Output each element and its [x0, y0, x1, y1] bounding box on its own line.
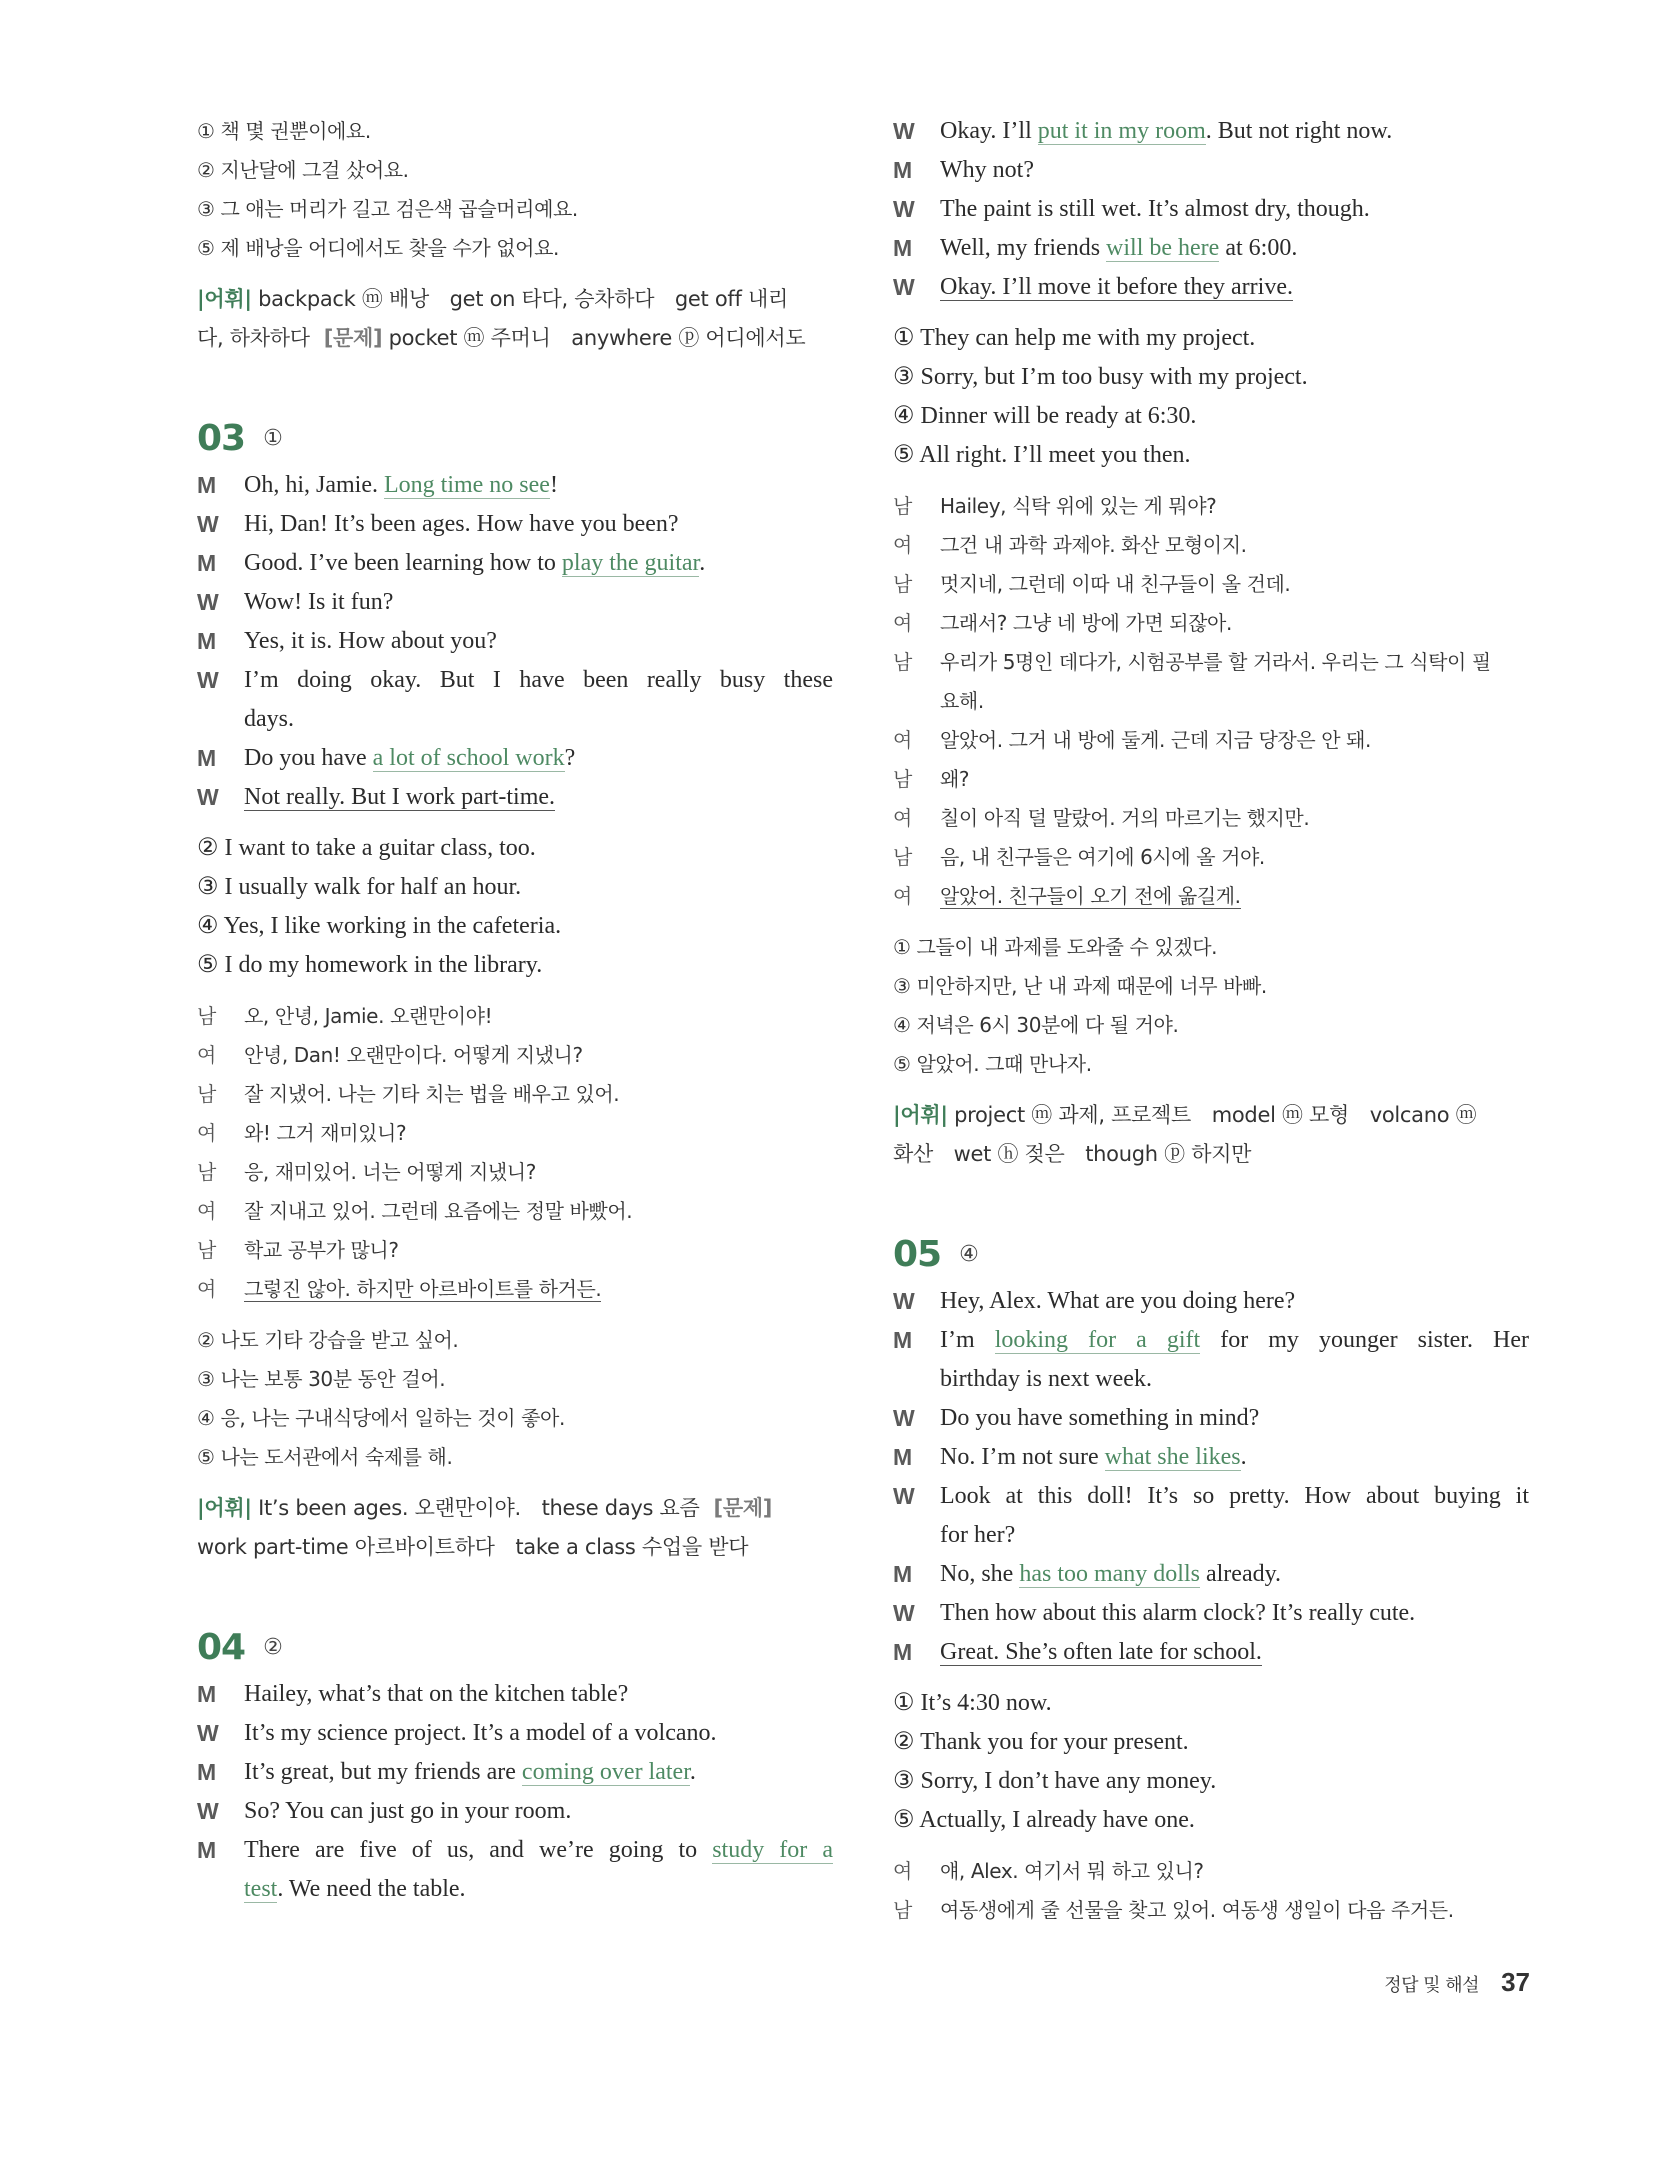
- page-footer: [1330, 1967, 1530, 1998]
- highlighted-phrase: has too many dolls: [1019, 1561, 1200, 1587]
- utterance-text: birthday is next week.: [940, 1366, 1152, 1392]
- vocab-text: It’s been ages. 오랜만이야. these days 요즘: [258, 1496, 700, 1520]
- option-line: ③ 미안하지만, 난 내 과제 때문에 너무 바빠.: [893, 974, 1267, 998]
- speaker-label: 여: [197, 1121, 217, 1145]
- speaker-label: 여: [893, 728, 913, 752]
- translation-text: 안녕, Dan! 오랜만이다. 어떻게 지냈니?: [244, 1043, 583, 1067]
- translation-text: 음, 내 친구들은 여기에 6시에 올 거야.: [940, 845, 1265, 869]
- speaker-label: 남: [893, 1898, 913, 1922]
- dialogue-line: [197, 622, 833, 661]
- option-line: ③ 나는 보통 30분 동안 걸어.: [197, 1367, 446, 1391]
- answer-underlined: 그렇진 않아. 하지만 아르바이트를 하거든.: [244, 1277, 602, 1301]
- answer-mark: ④: [959, 1241, 979, 1267]
- dialogue-line: [197, 778, 833, 817]
- speaker-label: W: [197, 589, 219, 615]
- option-line: ⑤ 제 배낭을 어디에서도 찾을 수가 없어요.: [197, 236, 559, 260]
- problem-tag: [문제]: [323, 326, 383, 350]
- utterance-text: Yes, it is. How about you?: [244, 628, 497, 654]
- dialogue-line: [197, 661, 833, 739]
- option-line: ⑤ 나는 도서관에서 숙제를 해.: [197, 1445, 453, 1469]
- dialogue-line: [197, 466, 833, 505]
- speaker-label: 여: [197, 1199, 217, 1223]
- translation-text: 학교 공부가 많니?: [244, 1238, 399, 1262]
- dialogue-line: [197, 1831, 833, 1909]
- translation-text: 응, 재미있어. 너는 어떻게 지냈니?: [244, 1160, 536, 1184]
- speaker-label: 여: [893, 1859, 913, 1883]
- translation-line: [893, 526, 1529, 565]
- speaker-label: 남: [197, 1004, 217, 1028]
- utterance-text: . We need the table.: [277, 1876, 466, 1902]
- translation-text: Hailey, 식탁 위에 있는 게 뭐야?: [940, 494, 1217, 518]
- dialogue-line: [197, 583, 833, 622]
- speaker-label: M: [893, 235, 913, 261]
- vocab-text: 화산 wet ⓗ 젖은 though ⓟ 하지만: [893, 1142, 1252, 1166]
- translation-text: 멋지네, 그런데 이따 내 친구들이 올 건데.: [940, 572, 1291, 596]
- speaker-label: M: [197, 628, 217, 654]
- highlighted-phrase: what she likes: [1104, 1444, 1241, 1470]
- utterance-text: at 6:00.: [1219, 235, 1298, 261]
- highlighted-phrase: coming over later: [521, 1759, 690, 1785]
- translation-line: [893, 1852, 1529, 1891]
- question-number: 05: [893, 1233, 942, 1275]
- right-column: [893, 112, 1529, 1930]
- translation-text: 잘 지냈어. 나는 기타 치는 법을 배우고 있어.: [244, 1082, 620, 1106]
- utterance-text: already.: [1199, 1561, 1282, 1587]
- translation-text: 그래서? 그냥 네 방에 가면 되잖아.: [940, 611, 1232, 635]
- speaker-label: 여: [893, 884, 913, 908]
- dialogue-line: [893, 1282, 1529, 1321]
- option-line: ⑤ 알았어. 그때 만나자.: [893, 1052, 1092, 1076]
- speaker-label: W: [197, 667, 219, 693]
- translation-line: [197, 1114, 833, 1153]
- speaker-label: 남: [893, 767, 913, 791]
- question-number: 04: [197, 1626, 246, 1668]
- vocab-box: [197, 1489, 833, 1567]
- utterance-text: Well, my friends: [940, 235, 1107, 261]
- translation-line: [893, 721, 1529, 760]
- translation-line: [197, 1075, 833, 1114]
- speaker-label: M: [893, 1639, 913, 1665]
- option-line: ① 그들이 내 과제를 도와줄 수 있겠다.: [893, 935, 1218, 959]
- speaker-label: 남: [893, 650, 913, 674]
- utterance-text: Hi, Dan! It’s been ages. How have you been?: [244, 511, 679, 537]
- dialogue-line: [197, 1792, 833, 1831]
- speaker-label: 여: [893, 533, 913, 557]
- answer-underlined: Not really. But I work part-time.: [244, 784, 556, 810]
- translation-text: 왜?: [940, 767, 970, 791]
- utterance-text: Oh, hi, Jamie.: [244, 472, 384, 498]
- speaker-label: M: [893, 1561, 913, 1587]
- utterance-text: Look at this doll! It’s so pretty. How about buying it: [940, 1483, 1529, 1509]
- dialogue-line: [197, 739, 833, 778]
- speaker-label: W: [893, 274, 915, 300]
- speaker-label: 여: [893, 611, 913, 635]
- translation-text: 칠이 아직 덜 말랐어. 거의 마르기는 했지만.: [940, 806, 1310, 830]
- utterance-text: .: [699, 550, 706, 576]
- translation-line: [197, 1270, 833, 1309]
- utterance-text: So? You can just go in your room.: [244, 1798, 572, 1824]
- page-number: 37: [1501, 1967, 1530, 1997]
- utterance-text: Wow! Is it fun?: [244, 589, 394, 615]
- speaker-label: W: [197, 784, 219, 810]
- left-column: [197, 112, 833, 1909]
- highlighted-phrase: Long time no see: [383, 472, 550, 498]
- question-header: [197, 1625, 833, 1669]
- speaker-label: M: [197, 550, 217, 576]
- option-line: ③ Sorry, I don’t have any money.: [893, 1768, 1217, 1794]
- utterance-text: Good. I’ve been learning how to: [244, 550, 562, 576]
- translation-text: 와! 그거 재미있니?: [244, 1121, 407, 1145]
- question-header: [197, 416, 833, 460]
- translation-line: [893, 487, 1529, 526]
- utterance-text: ?: [564, 745, 576, 771]
- dialogue-line: [893, 1633, 1529, 1672]
- utterance-text: Then how about this alarm clock? It’s really cute.: [940, 1600, 1416, 1626]
- speaker-label: M: [893, 157, 913, 183]
- utterance-text: Hailey, what’s that on the kitchen table?: [244, 1681, 629, 1707]
- option-line: ③ I usually walk for half an hour.: [197, 874, 522, 900]
- option-line: ② Thank you for your present.: [893, 1729, 1189, 1755]
- footer-label: 정답 및 해설: [1384, 1975, 1480, 1996]
- translation-line: [893, 1891, 1529, 1930]
- vocab-box: [197, 280, 833, 358]
- utterance-text: Do you have: [244, 745, 373, 771]
- speaker-label: W: [893, 196, 915, 222]
- utterance-text: No, she: [940, 1561, 1020, 1587]
- dialogue-line: [893, 1477, 1529, 1555]
- translation-line: [893, 643, 1529, 721]
- option-line: ③ Sorry, but I’m too busy with my project.: [893, 364, 1308, 390]
- speaker-label: M: [197, 472, 217, 498]
- option-line: ① It’s 4:30 now.: [893, 1690, 1052, 1716]
- dialogue-line: [893, 1438, 1529, 1477]
- speaker-label: 여: [197, 1043, 217, 1067]
- dialogue-line: [893, 112, 1529, 151]
- utterance-text: . But not right now.: [1205, 118, 1393, 144]
- translation-text: 오, 안녕, Jamie. 오랜만이야!: [244, 1004, 493, 1028]
- vocab-text: backpack ⓜ 배낭 get on 타다, 승차하다 get off 내리: [258, 287, 788, 311]
- option-line: ④ 응, 나는 구내식당에서 일하는 것이 좋아.: [197, 1406, 565, 1430]
- speaker-label: W: [893, 1483, 915, 1509]
- speaker-label: 남: [197, 1082, 217, 1106]
- translation-line: [197, 1192, 833, 1231]
- utterance-text: Why not?: [940, 157, 1034, 183]
- utterance-text: It’s my science project. It’s a model of a volcano.: [244, 1720, 717, 1746]
- speaker-label: M: [197, 1681, 217, 1707]
- speaker-label: W: [893, 1405, 915, 1431]
- speaker-label: 여: [893, 806, 913, 830]
- utterance-text: I’m doing okay. But I have been really busy these: [244, 667, 833, 693]
- vocab-box: [893, 1096, 1529, 1174]
- utterance-text: Okay. I’ll: [940, 118, 1038, 144]
- problem-tag: [문제]: [713, 1496, 773, 1520]
- option-line: ① 책 몇 권뿐이에요.: [197, 119, 371, 143]
- dialogue-line: [893, 1399, 1529, 1438]
- speaker-label: M: [893, 1327, 913, 1353]
- speaker-label: M: [197, 1837, 217, 1863]
- translation-line: [893, 877, 1529, 916]
- dialogue-line: [197, 505, 833, 544]
- option-line: ④ Yes, I like working in the cafeteria.: [197, 913, 562, 939]
- translation-line: [893, 760, 1529, 799]
- utterance-text: .: [1240, 1444, 1247, 1470]
- highlighted-phrase: put it in my room: [1037, 118, 1206, 144]
- vocab-tag: |어휘|: [197, 287, 252, 311]
- translation-line: [893, 838, 1529, 877]
- speaker-label: W: [197, 511, 219, 537]
- translation-text: 잘 지내고 있어. 그런데 요즘에는 정말 바빴어.: [244, 1199, 633, 1223]
- highlighted-phrase: looking for a gift: [994, 1327, 1201, 1353]
- speaker-label: M: [197, 1759, 217, 1785]
- option-line: ⑤ Actually, I already have one.: [893, 1807, 1195, 1833]
- utterance-text: Hey, Alex. What are you doing here?: [940, 1288, 1296, 1314]
- speaker-label: M: [197, 745, 217, 771]
- option-line: ③ 그 애는 머리가 길고 검은색 곱슬머리예요.: [197, 197, 578, 221]
- answer-underlined: Great. She’s often late for school.: [940, 1639, 1262, 1665]
- answer-underlined: Okay. I’ll move it before they arrive.: [940, 274, 1293, 300]
- speaker-label: W: [197, 1720, 219, 1746]
- speaker-label: W: [197, 1798, 219, 1824]
- translation-text: 얘, Alex. 여기서 뭐 하고 있니?: [940, 1859, 1204, 1883]
- translation-line: [197, 997, 833, 1036]
- speaker-label: 남: [893, 845, 913, 869]
- utterance-text: I’m: [940, 1327, 995, 1353]
- speaker-label: 남: [197, 1160, 217, 1184]
- answer-mark: ②: [263, 1634, 283, 1660]
- dialogue-line: [893, 1594, 1529, 1633]
- translation-line: [197, 1036, 833, 1075]
- dialogue-line: [893, 1555, 1529, 1594]
- answer-underlined: 알았어. 친구들이 오기 전에 옮길게.: [940, 884, 1241, 908]
- vocab-tag: |어휘|: [197, 1496, 252, 1520]
- dialogue-line: [893, 229, 1529, 268]
- utterance-text: days.: [244, 706, 294, 732]
- option-line: ① They can help me with my project.: [893, 325, 1256, 351]
- vocab-text: project ⓜ 과제, 프로젝트 model ⓜ 모형 volcano ⓜ: [954, 1103, 1477, 1127]
- translation-line: [197, 1231, 833, 1270]
- utterance-text: There are five of us, and we’re going to: [244, 1837, 713, 1863]
- dialogue-line: [197, 544, 833, 583]
- utterance-text: It’s great, but my friends are: [244, 1759, 522, 1785]
- highlighted-phrase: test: [244, 1876, 278, 1902]
- utterance-text: .: [689, 1759, 696, 1785]
- translation-line: [893, 565, 1529, 604]
- speaker-label: 남: [893, 572, 913, 596]
- option-line: ④ 저녁은 6시 30분에 다 될 거야.: [893, 1013, 1179, 1037]
- utterance-text: The paint is still wet. It’s almost dry, though.: [940, 196, 1370, 222]
- utterance-text: for her?: [940, 1522, 1016, 1548]
- translation-line: [893, 799, 1529, 838]
- speaker-label: 남: [197, 1238, 217, 1262]
- highlighted-phrase: a lot of school work: [372, 745, 565, 771]
- question-header: [893, 1232, 1529, 1276]
- vocab-text: 다, 하차하다: [197, 326, 310, 350]
- dialogue-line: [197, 1753, 833, 1792]
- vocab-text: work part-time 아르바이트하다 take a class 수업을 받다: [197, 1535, 749, 1559]
- option-line: ② 지난달에 그걸 샀어요.: [197, 158, 409, 182]
- translation-text: 우리가 5명인 데다가, 시험공부를 할 거라서. 우리는 그 식탁이 필: [940, 650, 1491, 674]
- dialogue-line: [893, 151, 1529, 190]
- answer-mark: ①: [263, 425, 283, 451]
- utterance-text: for my younger sister. Her: [1200, 1327, 1529, 1353]
- question-number: 03: [197, 417, 246, 459]
- speaker-label: W: [893, 118, 915, 144]
- highlighted-phrase: study for a: [712, 1837, 833, 1863]
- option-line: ⑤ I do my homework in the library.: [197, 952, 543, 978]
- option-line: ④ Dinner will be ready at 6:30.: [893, 403, 1197, 429]
- translation-text: 요해.: [940, 689, 984, 713]
- highlighted-phrase: will be here: [1106, 235, 1220, 261]
- translation-text: 여동생에게 줄 선물을 찾고 있어. 여동생 생일이 다음 주거든.: [940, 1898, 1454, 1922]
- option-line: ② I want to take a guitar class, too.: [197, 835, 536, 861]
- option-line: ② 나도 기타 강습을 받고 싶어.: [197, 1328, 459, 1352]
- speaker-label: 남: [893, 494, 913, 518]
- option-line: ⑤ All right. I’ll meet you then.: [893, 442, 1191, 468]
- vocab-tag: |어휘|: [893, 1103, 948, 1127]
- dialogue-line: [197, 1675, 833, 1714]
- utterance-text: !: [549, 472, 558, 498]
- translation-line: [197, 1153, 833, 1192]
- vocab-text: pocket ⓜ 주머니 anywhere ⓟ 어디에서도: [388, 326, 806, 350]
- utterance-text: No. I’m not sure: [940, 1444, 1105, 1470]
- translation-text: 알았어. 그거 내 방에 둘게. 근데 지금 당장은 안 돼.: [940, 728, 1371, 752]
- dialogue-line: [893, 268, 1529, 307]
- utterance-text: Do you have something in mind?: [940, 1405, 1260, 1431]
- dialogue-line: [893, 190, 1529, 229]
- translation-line: [893, 604, 1529, 643]
- speaker-label: W: [893, 1288, 915, 1314]
- speaker-label: M: [893, 1444, 913, 1470]
- highlighted-phrase: play the guitar: [561, 550, 700, 576]
- speaker-label: W: [893, 1600, 915, 1626]
- dialogue-line: [197, 1714, 833, 1753]
- translation-text: 그건 내 과학 과제야. 화산 모형이지.: [940, 533, 1247, 557]
- speaker-label: 여: [197, 1277, 217, 1301]
- dialogue-line: [893, 1321, 1529, 1399]
